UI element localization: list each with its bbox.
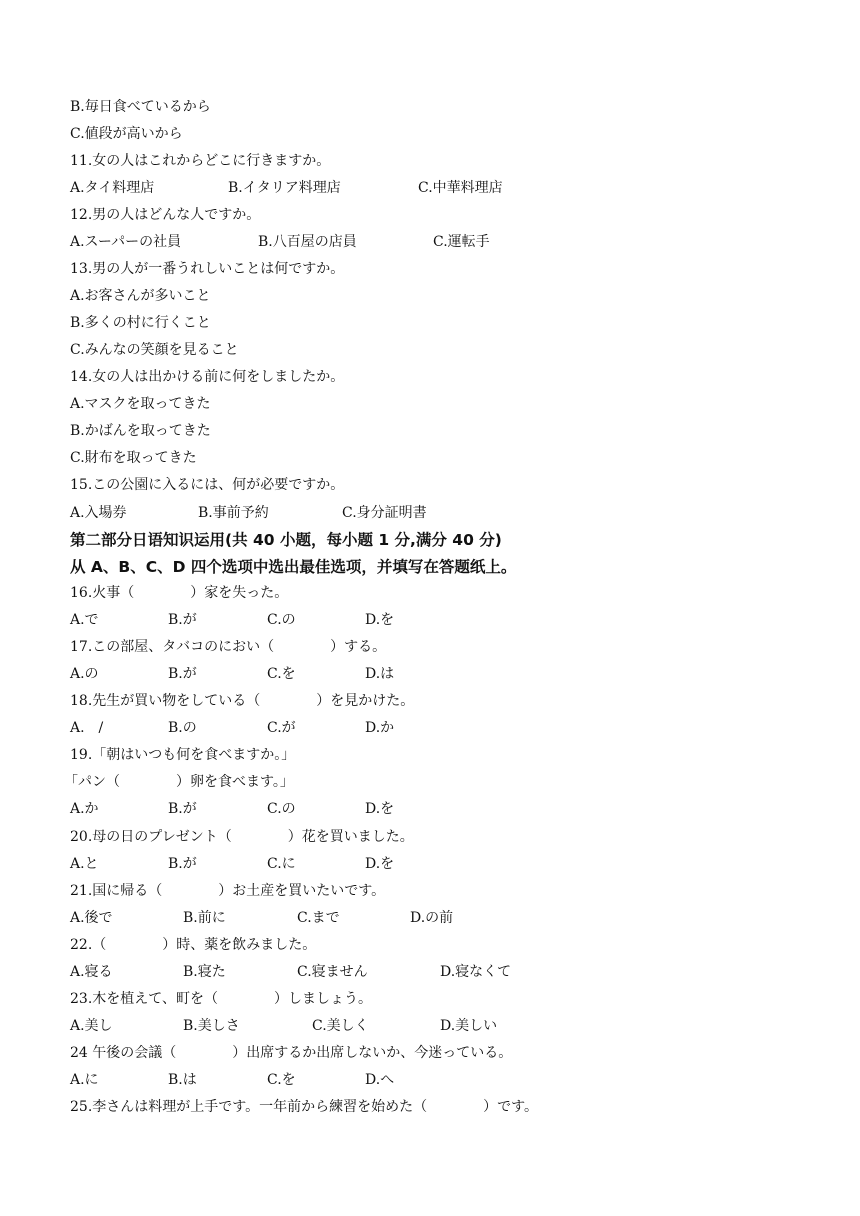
q23-option-c: C.美しく	[312, 1018, 369, 1034]
q17-question: 17.この部屋、タバコのにおい（ ）する。	[70, 639, 387, 655]
q17-option-c: C.を	[267, 666, 296, 682]
q20-option-c: C.に	[267, 856, 296, 872]
q10-option-c: C.値段が高いから	[70, 126, 183, 142]
q18-option-a: A. /	[70, 720, 104, 736]
q17-option-b: B.が	[168, 666, 197, 682]
q24-option-c: C.を	[267, 1072, 296, 1088]
part2-instruction: 从 A、B、C、D 四个选项中选出最佳选项，并填写在答题纸上。	[70, 558, 517, 576]
q18-question: 18.先生が買い物をしている（ ）を見かけた。	[70, 693, 415, 709]
q16-option-c: C.の	[267, 612, 296, 628]
q24-question: 24 午後の会議（ ）出席するか出席しないか、今迷っている。	[70, 1045, 513, 1061]
q16-option-b: B.が	[168, 612, 197, 628]
q14-question: 14.女の人は出かける前に何をしましたか。	[70, 369, 345, 385]
q21-option-d: D.の前	[410, 910, 454, 926]
q17-option-d: D.は	[365, 666, 395, 682]
q11-option-b: B.イタリア料理店	[228, 180, 341, 196]
q21-question: 21.国に帰る（ ）お土産を買いたいです。	[70, 883, 386, 899]
q12-option-c: C.運転手	[433, 234, 490, 250]
q22-option-d: D.寝なくて	[440, 964, 512, 980]
q21-option-a: A.後で	[70, 910, 113, 926]
q18-option-b: B.の	[168, 720, 197, 736]
q21-option-b: B.前に	[183, 910, 226, 926]
q15-option-b: B.事前予約	[198, 505, 269, 521]
q13-question: 13.男の人が一番うれしいことは何ですか。	[70, 261, 345, 277]
q17-option-a: A.の	[70, 666, 99, 682]
q16-option-a: A.で	[70, 612, 99, 628]
q21-option-c: C.まで	[297, 910, 340, 926]
q19-question-line2: 「パン（ ）卵を食べます。」	[64, 774, 294, 790]
q15-question: 15.この公園に入るには、何が必要ですか。	[70, 477, 345, 493]
q12-option-a: A.スーパーの社員	[70, 234, 182, 250]
q20-option-b: B.が	[168, 856, 197, 872]
q19-question: 19.「朝はいつも何を食べますか。」	[70, 747, 296, 763]
q24-option-a: A.に	[70, 1072, 99, 1088]
q13-option-b: B.多くの村に行くこと	[70, 315, 211, 331]
q20-option-d: D.を	[365, 856, 395, 872]
q14-option-b: B.かばんを取ってきた	[70, 423, 211, 439]
q22-question: 22.（ ）時、薬を飲みました。	[70, 937, 317, 953]
q20-question: 20.母の日のプレゼント（ ）花を買いました。	[70, 829, 414, 845]
q11-option-c: C.中華料理店	[418, 180, 503, 196]
q18-option-d: D.か	[365, 720, 395, 736]
q18-option-c: C.が	[267, 720, 296, 736]
q12-option-b: B.八百屋の店員	[258, 234, 357, 250]
q20-option-a: A.と	[70, 856, 99, 872]
q22-option-c: C.寝ません	[297, 964, 368, 980]
q10-option-b: B.毎日食べているから	[70, 99, 211, 115]
q13-option-c: C.みんなの笑顔を見ること	[70, 342, 239, 358]
q24-option-b: B.は	[168, 1072, 197, 1088]
q25-question: 25.李さんは料理が上手です。一年前から練習を始めた（ ）です。	[70, 1099, 539, 1115]
q11-question: 11.女の人はこれからどこに行きますか。	[70, 153, 331, 169]
part2-title: 第二部分日语知识运用(共 40 小题，每小题 1 分,满分 40 分)	[70, 531, 502, 549]
q23-option-a: A.美し	[70, 1018, 113, 1034]
q19-option-c: C.の	[267, 801, 296, 817]
q22-option-b: B.寝た	[183, 964, 226, 980]
q14-option-a: A.マスクを取ってきた	[70, 396, 211, 412]
q13-option-a: A.お客さんが多いこと	[70, 288, 211, 304]
q22-option-a: A.寝る	[70, 964, 113, 980]
q16-question: 16.火事（ ）家を失った。	[70, 585, 289, 601]
q24-option-d: D.へ	[365, 1072, 395, 1088]
q19-option-d: D.を	[365, 801, 395, 817]
q23-option-d: D.美しい	[440, 1018, 498, 1034]
q11-option-a: A.タイ料理店	[70, 180, 155, 196]
q23-question: 23.木を植えて、町を（ ）しましょう。	[70, 991, 372, 1007]
q15-option-a: A.入場券	[70, 505, 127, 521]
q19-option-b: B.が	[168, 801, 197, 817]
q15-option-c: C.身分証明書	[342, 505, 427, 521]
q12-question: 12.男の人はどんな人ですか。	[70, 207, 261, 223]
q23-option-b: B.美しさ	[183, 1018, 240, 1034]
q14-option-c: C.財布を取ってきた	[70, 450, 197, 466]
q16-option-d: D.を	[365, 612, 395, 628]
q19-option-a: A.か	[70, 801, 99, 817]
